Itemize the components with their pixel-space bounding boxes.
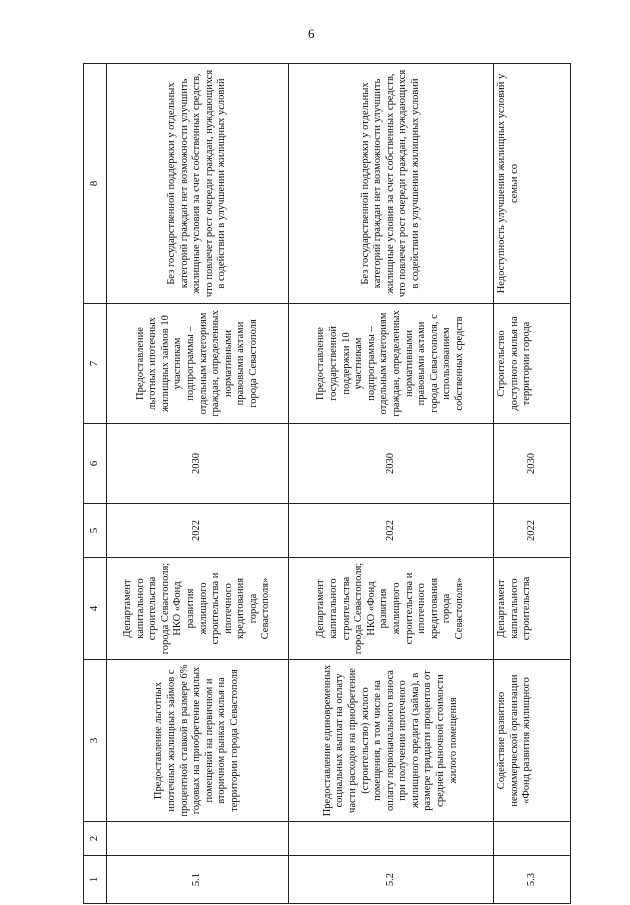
- cell: [289, 822, 494, 856]
- landscape-sheet: [83, 64, 553, 904]
- page-number: 6: [308, 26, 315, 41]
- measure-name: Предоставление льготных ипотечных жилищных займов с процентной ставкой в размере 6% годовых на приобретение жилых помещений на первичном и вторичном рынках жилья на территории города Севастополя: [107, 660, 289, 822]
- start-year: 2022: [107, 504, 289, 558]
- header-row: [84, 64, 107, 904]
- consequences: Без государственной поддержки у отдельных категорий граждан нет возможности улучшить жилищные условия за счет собственных средств, что повлечет рост очереди граждан, нуждающихся в содействии в улучшении жилищных условий: [289, 64, 494, 304]
- end-year: 2030: [107, 424, 289, 504]
- executor: Департамент капитального строительства города Севастополя; НКО «Фонд развития жилищного строительства и ипотечного кредитования города Севастополя»: [107, 558, 289, 660]
- table-row: [289, 64, 494, 904]
- column-header: 3: [84, 660, 107, 822]
- column-header: 5: [84, 504, 107, 558]
- expected-result: Строительство доступного жилья на территории города: [494, 304, 571, 424]
- program-measures-table: [83, 63, 571, 904]
- row-number: 5.3: [494, 856, 571, 904]
- executor: Департамент капитального строительства города Севастополя; НКО «Фонд развития жилищного строительства и ипотечного кредитования города Севастополя»: [289, 558, 494, 660]
- row-number: 5.2: [289, 856, 494, 904]
- expected-result: Предоставление государственной поддержки 10 участникам подпрограммы – отдельным категориям граждан, определенных нормативными правовыми актами города Севастополя, с использованием собственных средств: [289, 304, 494, 424]
- column-header: 8: [84, 64, 107, 304]
- expected-result: Предоставление льготных ипотечных жилищных займов 10 участникам подпрограммы – отдельным категориям граждан, определенных нормативными правовыми актами города Севастополя: [107, 304, 289, 424]
- column-header: 1: [84, 856, 107, 904]
- table-row: [107, 64, 289, 904]
- consequences: Без государственной поддержки у отдельных категорий граждан нет возможности улучшить жилищные условия за счет собственных средств, что повлечет рост очереди граждан, нуждающихся в содействии в улучшении жилищных условий: [107, 64, 289, 304]
- start-year: 2022: [289, 504, 494, 558]
- consequences: Недоступность улучшения жилищных условий у семьи со: [494, 64, 571, 304]
- table-row: [494, 64, 571, 904]
- column-header: 2: [84, 822, 107, 856]
- column-header: 4: [84, 558, 107, 660]
- column-header: 6: [84, 424, 107, 504]
- end-year: 2030: [289, 424, 494, 504]
- row-number: 5.1: [107, 856, 289, 904]
- measure-name: Предоставление единовременных социальных выплат на оплату части расходов на приобретение (строительство) жилого помещения, в том числе на оплату первоначального взноса при получении ипотечного жилищного кредита (займа), в размере тридцати процентов от средней рыночной стоимости жилого помещения: [289, 660, 494, 822]
- rotated-table-frame: [83, 64, 553, 904]
- measure-name: Содействие развитию некоммерческой организации «Фонд развития жилищного: [494, 660, 571, 822]
- end-year: 2030: [494, 424, 571, 504]
- column-header: 7: [84, 304, 107, 424]
- cell: [107, 822, 289, 856]
- start-year: 2022: [494, 504, 571, 558]
- cell: [494, 822, 571, 856]
- executor: Департамент капитального строительства: [494, 558, 571, 660]
